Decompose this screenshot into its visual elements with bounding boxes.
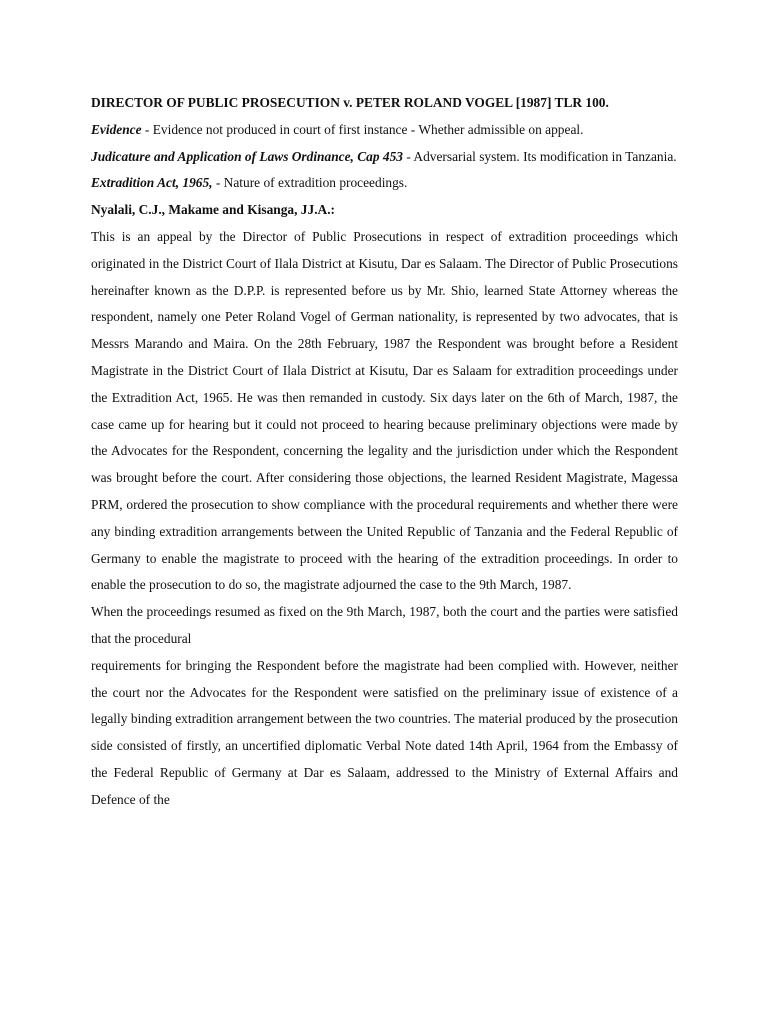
body-paragraph: requirements for bringing the Respondent before the magistrate had been complied with. However, neither the court nor the Advocates for the Respondent were satisfied on the preliminary issue of existence of a legally binding extradition arrangement between the two countries. The material produced by the prosecution side consisted of firstly, an uncertified diplomatic Verbal Note dated 14th April, 1964 from the Embassy of the Federal Republic of Germany at Dar es Salaam, addressed to the Ministry of External Affairs and Defence of the: [91, 657, 678, 807]
headnote-extradition: [91, 170, 678, 197]
headnote-lead: Extradition Act, 1965,: [91, 175, 213, 191]
body-paragraph: This is an appeal by the Director of Public Prosecutions in respect of extradition proceedings which originated in the District Court of Ilala District at Kisutu, Dar es Salaam. The Director of Public Prosecutions hereinafter known as the D.P.P. is represented before us by Mr. Shio, learned State Attorney whereas the respondent, namely one Peter Roland Vogel of German nationality, is represented by two advocates, that is Messrs Marando and Maira. On the 28th February, 1987 the Respondent was brought before a Resident Magistrate in the District Court of Ilala District at Kisutu, Dar es Salaam for extradition proceedings under the Extradition Act, 1965. He was then remanded in custody. Six days later on the 6th of March, 1987, the case came up for hearing but it could not proceed to hearing because preliminary objections were made by the Advocates for the Respondent, concerning the legality and the jurisdiction under which the Respondent was brought before the court. After considering those objections, the learned Resident Magistrate, Magessa PRM, ordered the prosecution to show compliance with the procedural requirements and whether there were any binding extradition arrangements between the United Republic of Tanzania and the Federal Republic of Germany to enable the magistrate to proceed with the hearing of the extradition proceedings. In order to enable the prosecution to do so, the magistrate adjourned the case to the 9th March, 1987.: [91, 228, 678, 593]
document-page: [91, 90, 678, 814]
headnote-judicature: [91, 144, 678, 171]
headnote-text: - Nature of extradition proceedings.: [212, 175, 408, 191]
headnote-text: - Evidence not produced in court of first instance - Whether admissible on appeal.: [141, 121, 584, 137]
headnote-lead: Judicature and Application of Laws Ordinance, Cap 453: [91, 148, 403, 164]
headnote-lead: Evidence: [91, 121, 142, 137]
judges-line: Nyalali, C.J., Makame and Kisanga, JJ.A.:: [91, 202, 336, 218]
case-title: DIRECTOR OF PUBLIC PROSECUTION v. PETER ROLAND VOGEL [1987] TLR 100.: [91, 95, 609, 110]
headnote-text: - Adversarial system. Its modification in Tanzania.: [402, 148, 677, 164]
body-paragraph: When the proceedings resumed as fixed on the 9th March, 1987, both the court and the parties were satisfied that the procedural: [91, 604, 678, 646]
headnote-evidence: [91, 117, 678, 144]
